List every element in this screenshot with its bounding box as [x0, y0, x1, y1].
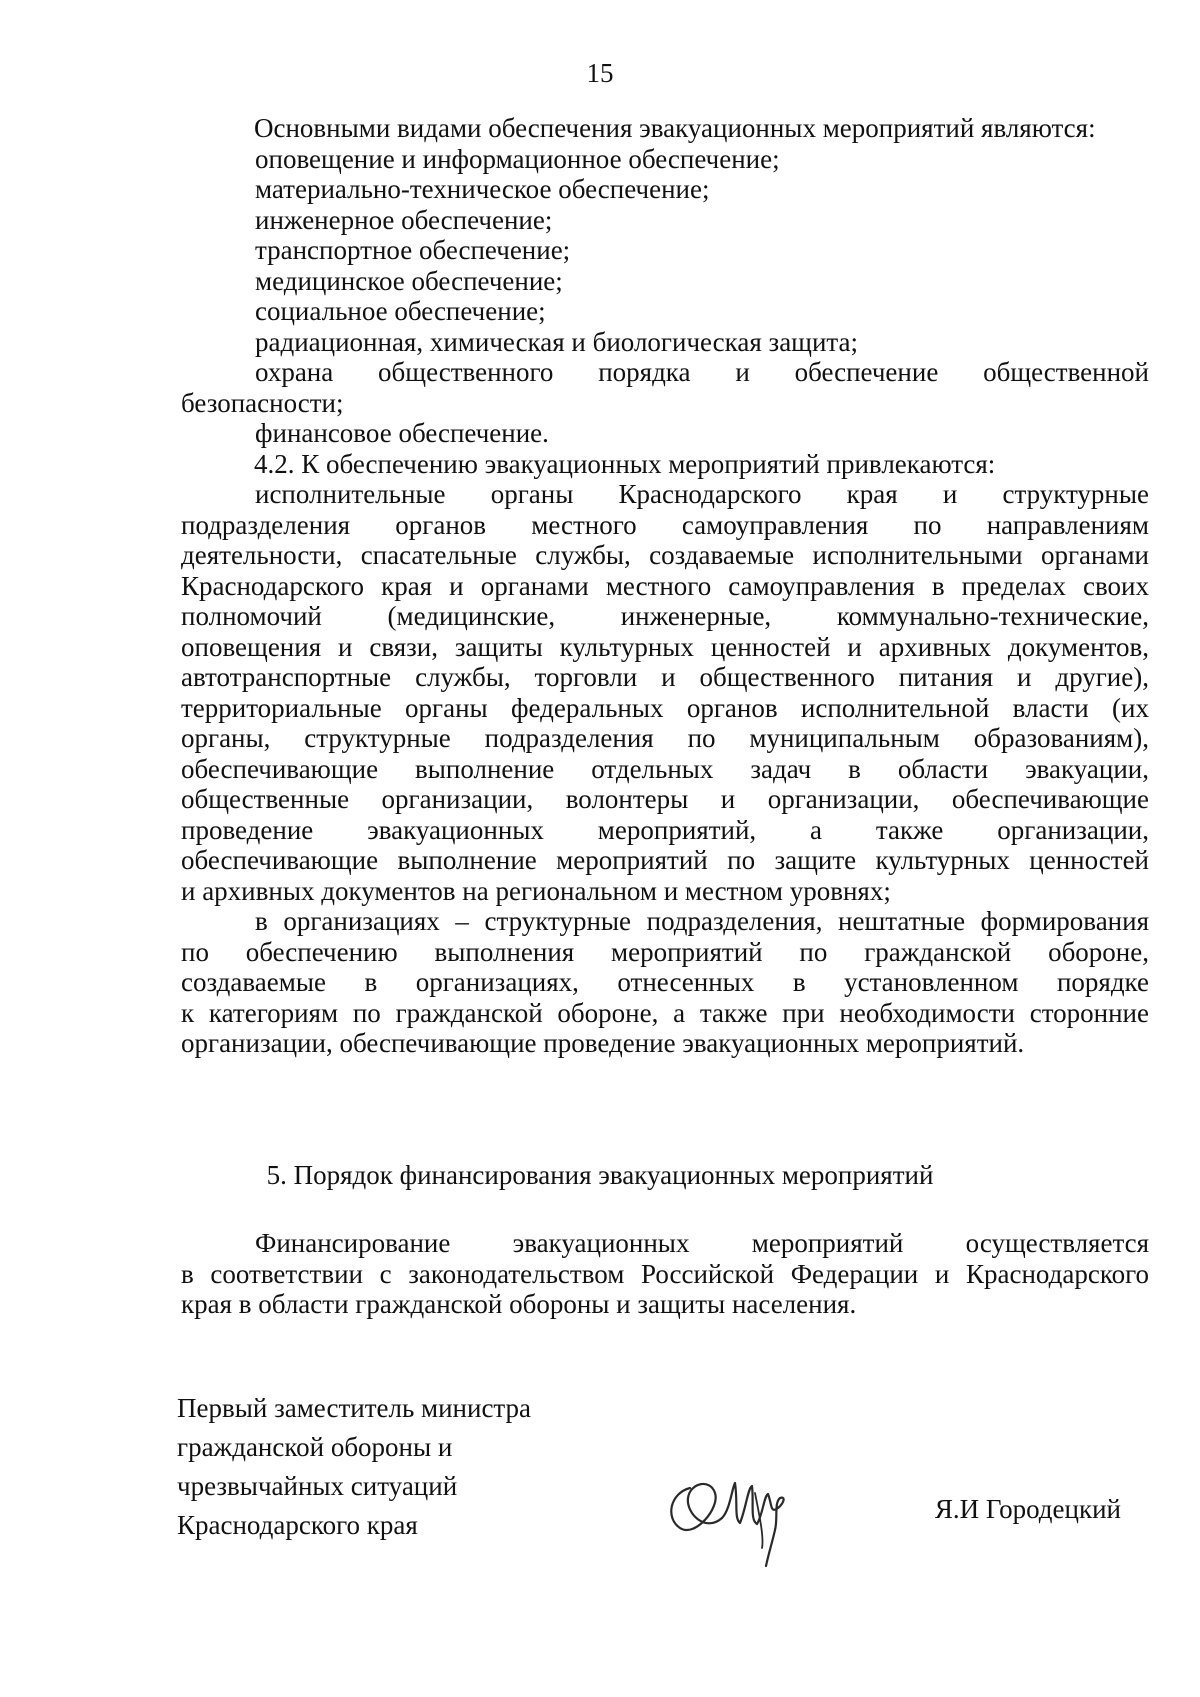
- paragraph-line: края в области гражданской обороны и защиты населения.: [181, 1289, 857, 1319]
- paragraph-line: оповещения и связи, защиты культурных ценностей и архивных документов,: [181, 631, 1149, 662]
- paragraph-line: организации, обеспечивающие проведение эвакуационных мероприятий.: [181, 1028, 1025, 1058]
- support-type-item: социальное обеспечение;: [255, 296, 546, 326]
- paragraph-line: территориальные органы федеральных органов исполнительной власти (их: [181, 692, 1149, 723]
- paragraph-line: общественные организации, волонтеры и организации, обеспечивающие: [181, 784, 1149, 814]
- support-type-item: оповещение и информационное обеспечение;: [255, 143, 780, 174]
- finance-support-item: финансовое обеспечение.: [255, 418, 549, 448]
- handwritten-signature: [660, 1448, 810, 1568]
- paragraph-line: в организациях – структурные подразделения, нештатные формирования: [255, 906, 1149, 936]
- position-line: гражданской обороны и: [177, 1432, 453, 1462]
- paragraph-line: обеспечивающие выполнение мероприятий по защите культурных ценностей: [181, 845, 1149, 875]
- support-type-item: радиационная, химическая и биологическая защита;: [255, 326, 859, 357]
- section-4-2-title: 4.2. К обеспечению эвакуационных мероприятий привлекаются:: [254, 448, 996, 479]
- paragraph-line: полномочий (медицинские, инженерные, коммунально-технические,: [181, 601, 1149, 631]
- support-type-item: инженерное обеспечение;: [255, 204, 553, 235]
- support-type-item: материально-техническое обеспечение;: [255, 174, 710, 204]
- support-type-item: транспортное обеспечение;: [255, 235, 571, 265]
- support-types-intro: Основными видами обеспечения эвакуационных мероприятий являются:: [254, 113, 1096, 143]
- paragraph-line: проведение эвакуационных мероприятий, а также организации,: [181, 814, 1149, 845]
- position-line: чрезвычайных ситуаций: [177, 1471, 458, 1501]
- paragraph-line: в соответствии с законодательством Российской Федерации и Краснодарского: [181, 1258, 1149, 1289]
- paragraph-line: создаваемые в организациях, отнесенных в установленном порядке: [181, 967, 1149, 997]
- paragraph-line: подразделения органов местного самоуправления по направлениям: [181, 509, 1149, 540]
- security-item-line: безопасности;: [181, 387, 344, 418]
- paragraph-line: Финансирование эвакуационных мероприятий осуществляется: [255, 1228, 1149, 1258]
- paragraph-line: Краснодарского края и органами местного самоуправления в пределах своих: [181, 570, 1149, 601]
- section-4-2-paragraph-1: [181, 479, 1149, 906]
- signatory-name: Я.И Городецкий: [934, 1494, 1121, 1524]
- paragraph-line: и архивных документов на региональном и местном уровнях;: [181, 875, 891, 906]
- page-number: 15: [586, 58, 614, 88]
- section-5-heading: 5. Порядок финансирования эвакуационных мероприятий: [266, 1160, 934, 1190]
- section-5-paragraph: [181, 1228, 1149, 1320]
- paragraph-line: к категориям по гражданской обороне, а также при необходимости сторонние: [181, 997, 1149, 1028]
- position-line: Краснодарского края: [177, 1510, 418, 1540]
- signatory-position: [177, 1389, 597, 1545]
- security-item-line: охрана общественного порядка и обеспечение общественной: [255, 357, 1149, 387]
- paragraph-line: органы, структурные подразделения по муниципальным образованиям),: [181, 723, 1149, 753]
- section-4-2-paragraph-2: [181, 906, 1149, 1059]
- paragraph-line: обеспечивающие выполнение отдельных задач в области эвакуации,: [181, 753, 1149, 784]
- paragraph-line: исполнительные органы Краснодарского края и структурные: [255, 479, 1149, 509]
- paragraph-line: по обеспечению выполнения мероприятий по гражданской обороне,: [181, 936, 1149, 967]
- support-type-item: медицинское обеспечение;: [255, 265, 563, 296]
- paragraph-line: автотранспортные службы, торговли и общественного питания и другие),: [181, 662, 1149, 692]
- document-body: [181, 113, 1149, 1059]
- position-line: Первый заместитель министра: [177, 1393, 532, 1423]
- paragraph-line: деятельности, спасательные службы, создаваемые исполнительными органами: [181, 540, 1149, 570]
